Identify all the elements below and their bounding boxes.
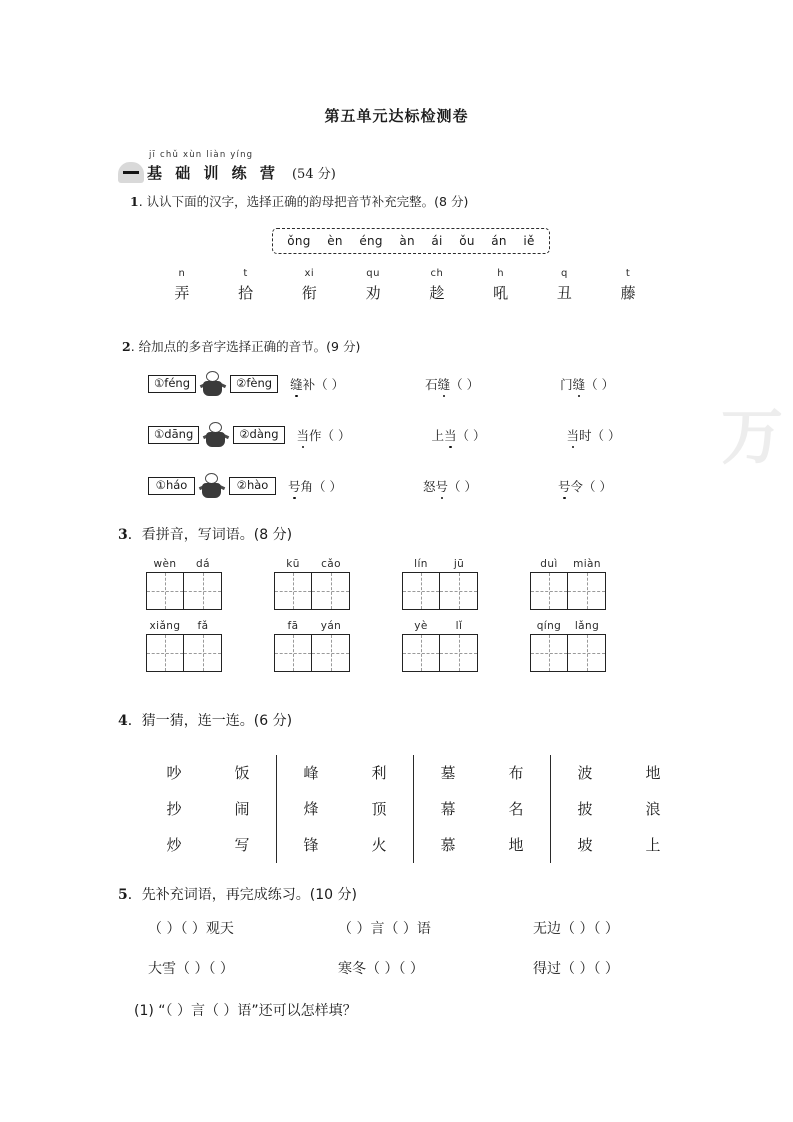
writing-grid-item[interactable]: [274, 558, 350, 610]
pinyin-2: jū: [453, 558, 465, 570]
word-item[interactable]: [567, 426, 621, 444]
word-post: 时: [579, 428, 592, 443]
idiom-item[interactable]: （ ）（ ）观天: [148, 921, 234, 937]
match-char[interactable]: 峰: [303, 764, 319, 782]
char-hanzi: 拾: [238, 284, 254, 302]
match-char[interactable]: 吵: [166, 764, 182, 782]
question-4-match-area: [140, 755, 687, 863]
word-pre: 门: [560, 377, 573, 392]
char-hanzi: 吼: [493, 284, 509, 302]
word-dotted-char: 缝: [572, 377, 586, 392]
pinyin-2: lǐ: [455, 620, 463, 632]
idiom-item[interactable]: 无边（ ）（ ）: [533, 921, 619, 937]
match-char[interactable]: 波: [577, 764, 593, 782]
char-item[interactable]: [214, 268, 278, 303]
question-5-sub-question[interactable]: (1) “（ ）言（ ）语”还可以怎样填？: [134, 1003, 357, 1019]
char-item[interactable]: [150, 268, 214, 303]
section-pinyin: jī chǔ xùn liàn yíng: [149, 150, 254, 160]
question-1-character-row: [150, 268, 660, 303]
match-char[interactable]: 写: [234, 836, 250, 854]
grid-pinyin: [146, 558, 222, 570]
word-post: 令: [570, 479, 584, 494]
question-4-prompt: [118, 710, 292, 730]
grid-pinyin: [402, 558, 478, 570]
pinyin-1: qíng: [536, 620, 562, 632]
question-1-number: 1: [130, 194, 139, 209]
grid-pinyin: [146, 620, 222, 632]
char-initial: xi: [304, 268, 315, 279]
match-group: [550, 755, 687, 863]
match-group: [276, 755, 413, 863]
pinyin-2: lǎng: [574, 620, 600, 632]
match-char[interactable]: 火: [371, 836, 387, 854]
word-post: 作: [309, 428, 322, 443]
option-en[interactable]: èn: [327, 234, 343, 248]
grid-pinyin: [402, 620, 478, 632]
tian-grid[interactable]: [402, 572, 478, 610]
word-dotted-char: 号: [558, 479, 571, 494]
pinyin-1: fā: [287, 620, 299, 632]
answer-paren[interactable]: （ ）: [313, 479, 343, 494]
writing-grid-item[interactable]: [402, 620, 478, 672]
pinyin-1: xiǎng: [149, 620, 181, 632]
char-item[interactable]: [341, 268, 405, 303]
pinyin-1: lín: [414, 558, 428, 570]
word-post: 补: [302, 377, 316, 392]
match-col-right: [482, 755, 550, 863]
char-initial: n: [178, 268, 186, 279]
match-char[interactable]: 披: [577, 800, 593, 818]
match-char[interactable]: 利: [371, 764, 387, 782]
word-pre: 怒: [423, 479, 436, 494]
section-title: 基 础 训 练 营: [147, 164, 279, 182]
question-2-text: . 给加点的多音字选择正确的音节。(9 分): [130, 339, 361, 354]
word-dotted-char: 缝: [290, 377, 303, 392]
match-char[interactable]: 饭: [234, 764, 250, 782]
char-hanzi: 衔: [301, 284, 317, 302]
answer-paren[interactable]: （ ）: [448, 479, 478, 494]
char-initial: ch: [430, 268, 444, 279]
option-ai[interactable]: ái: [431, 234, 443, 248]
watermark: 万: [721, 400, 784, 473]
word-item[interactable]: [297, 426, 432, 444]
word-item[interactable]: [560, 375, 614, 393]
pinyin-2: dá: [196, 558, 210, 570]
match-col-left: [551, 755, 619, 863]
mascot-icon: [199, 473, 225, 500]
word-item[interactable]: [288, 477, 423, 495]
question-1-text: . 认认下面的汉字，选择正确的韵母把音节补充完整。(8 分): [138, 194, 469, 209]
section-score: (54 分): [291, 167, 336, 182]
writing-grid-item[interactable]: [146, 558, 222, 610]
char-hanzi: 弄: [174, 284, 190, 302]
idiom-item[interactable]: 大雪（ ）（ ）: [148, 961, 234, 977]
char-hanzi: 趁: [429, 284, 445, 302]
answer-paren[interactable]: （ ）: [585, 377, 615, 392]
writing-grid-row: [146, 620, 606, 672]
match-char[interactable]: 抄: [166, 800, 182, 818]
idiom-item[interactable]: 得过（ ）（ ）: [533, 961, 619, 977]
match-char[interactable]: 浪: [645, 800, 661, 818]
char-hanzi: 劝: [365, 284, 381, 302]
char-item[interactable]: [596, 268, 660, 303]
word-item[interactable]: [558, 477, 612, 495]
match-char[interactable]: 锋: [303, 836, 319, 854]
tian-grid[interactable]: [146, 634, 222, 672]
tian-grid[interactable]: [402, 634, 478, 672]
question-3-text: ．看拼音，写词语。(8 分): [127, 527, 293, 543]
char-initial: qu: [366, 268, 380, 279]
word-item[interactable]: [423, 477, 558, 495]
section-marker-badge: [118, 162, 144, 183]
question-2-prompt: [122, 337, 360, 355]
question-1-prompt: [130, 192, 468, 210]
match-char[interactable]: 烽: [303, 800, 319, 818]
question-5-text: ．先补充词语，再完成练习。(10 分): [127, 887, 357, 903]
multi-pron-row: [148, 369, 614, 399]
question-3-prompt: [118, 524, 292, 544]
match-col-right: [345, 755, 413, 863]
match-group: [413, 755, 550, 863]
match-char[interactable]: 布: [508, 764, 524, 782]
idiom-item[interactable]: 寒冬（ ）（ ）: [338, 961, 424, 977]
char-item[interactable]: [469, 268, 533, 303]
word-pre: 上: [431, 428, 445, 443]
pinyin-1: yè: [414, 620, 428, 632]
writing-grid-item[interactable]: [274, 620, 350, 672]
pron-option-1[interactable]: ①háo: [148, 477, 195, 496]
pinyin-2: cǎo: [321, 558, 341, 570]
tian-grid[interactable]: [530, 634, 606, 672]
question-4-text: ．猜一猜，连一连。(6 分): [127, 713, 293, 729]
match-col-left: [140, 755, 208, 863]
word-item[interactable]: [432, 426, 567, 444]
grid-pinyin: [530, 620, 606, 632]
writing-grid-item[interactable]: [530, 558, 606, 610]
match-char[interactable]: 幕: [440, 800, 456, 818]
match-group: [140, 755, 276, 863]
char-initial: t: [625, 268, 631, 279]
match-col-left: [414, 755, 482, 863]
grid-pinyin: [530, 558, 606, 570]
answer-paren[interactable]: （ ）: [321, 428, 351, 443]
match-col-left: [277, 755, 345, 863]
writing-grid-item[interactable]: [146, 620, 222, 672]
question-2-number: 2: [122, 339, 131, 354]
match-char[interactable]: 墓: [440, 764, 456, 782]
match-char[interactable]: 闹: [234, 800, 250, 818]
match-char[interactable]: 顶: [371, 800, 387, 818]
option-ie[interactable]: iě: [523, 234, 535, 248]
pinyin-1: duì: [540, 558, 558, 570]
word-post: 角: [300, 479, 314, 494]
match-char[interactable]: 地: [508, 836, 524, 854]
pron-option-1[interactable]: ①dāng: [148, 426, 199, 445]
word-dotted-char: 缝: [437, 377, 451, 392]
word-dotted-char: 号: [435, 479, 449, 494]
multi-pron-words: [288, 477, 612, 495]
pron-option-2[interactable]: ②fèng: [230, 375, 278, 394]
answer-paren[interactable]: （ ）: [450, 377, 480, 392]
word-item[interactable]: [425, 375, 560, 393]
char-initial: t: [243, 268, 248, 279]
pinyin-2: miàn: [573, 558, 601, 570]
answer-paren[interactable]: （ ）: [456, 428, 486, 443]
idiom-row: [148, 958, 619, 978]
option-an[interactable]: àn: [399, 234, 415, 248]
mascot-icon: [200, 371, 226, 398]
section-heading: [118, 150, 336, 183]
char-initial: h: [497, 268, 505, 279]
question-5-prompt: [118, 884, 357, 904]
word-dotted-char: 当: [566, 428, 580, 443]
grid-pinyin: [274, 558, 350, 570]
pron-option-1[interactable]: ①féng: [148, 375, 196, 394]
match-col-right: [619, 755, 687, 863]
match-col-right: [208, 755, 276, 863]
option-an2[interactable]: án: [491, 234, 507, 248]
word-dotted-char: 当: [444, 428, 457, 443]
match-char[interactable]: 上: [645, 836, 661, 854]
pinyin-2: yán: [320, 620, 342, 632]
answer-paren[interactable]: （ ）: [591, 428, 621, 443]
pinyin-1: kū: [286, 558, 300, 570]
question-4-number: 4: [118, 713, 128, 729]
word-dotted-char: 号: [288, 479, 301, 494]
idiom-row: [148, 918, 619, 938]
multi-pron-row: [148, 471, 612, 501]
tian-grid[interactable]: [146, 572, 222, 610]
match-char[interactable]: 炒: [166, 836, 182, 854]
word-item[interactable]: [290, 375, 425, 393]
writing-grid-item[interactable]: [530, 620, 606, 672]
char-hanzi: 丑: [556, 284, 572, 302]
multi-pron-row: [148, 420, 621, 450]
question-3-number: 3: [118, 527, 128, 543]
match-char[interactable]: 地: [645, 764, 661, 782]
char-item[interactable]: [278, 268, 342, 303]
grid-pinyin: [274, 620, 350, 632]
writing-grid-item[interactable]: [402, 558, 478, 610]
option-ong[interactable]: ǒng: [287, 234, 311, 248]
section-title-wrap: [147, 150, 336, 183]
char-item[interactable]: [405, 268, 469, 303]
multi-pron-words: [290, 375, 614, 393]
pinyin-1: wèn: [153, 558, 177, 570]
pron-option-2[interactable]: ②dàng: [233, 426, 284, 445]
pron-option-2[interactable]: ②hào: [229, 477, 276, 496]
tian-grid[interactable]: [530, 572, 606, 610]
idiom-item[interactable]: （ ）言（ ）语: [338, 921, 431, 937]
word-dotted-char: 当: [296, 428, 310, 443]
char-item[interactable]: [533, 268, 597, 303]
char-hanzi: 藤: [620, 284, 636, 302]
option-eng[interactable]: éng: [359, 234, 383, 248]
answer-paren[interactable]: （ ）: [583, 479, 613, 494]
mascot-icon: [203, 422, 229, 449]
option-ou[interactable]: ǒu: [459, 234, 475, 248]
char-initial: q: [560, 268, 568, 279]
tian-grid[interactable]: [274, 572, 350, 610]
multi-pron-words: [297, 426, 621, 444]
match-char[interactable]: 坡: [577, 836, 593, 854]
question-5-number: 5: [118, 887, 128, 903]
tian-grid[interactable]: [274, 634, 350, 672]
writing-grid-row: [146, 558, 606, 610]
word-pre: 石: [425, 377, 438, 392]
page-title: 第五单元达标检测卷: [324, 107, 469, 125]
match-char[interactable]: 慕: [440, 836, 456, 854]
match-char[interactable]: 名: [508, 800, 524, 818]
pinyin-2: fǎ: [197, 620, 209, 632]
answer-paren[interactable]: （ ）: [315, 377, 345, 392]
question-1-option-box: [272, 228, 550, 254]
